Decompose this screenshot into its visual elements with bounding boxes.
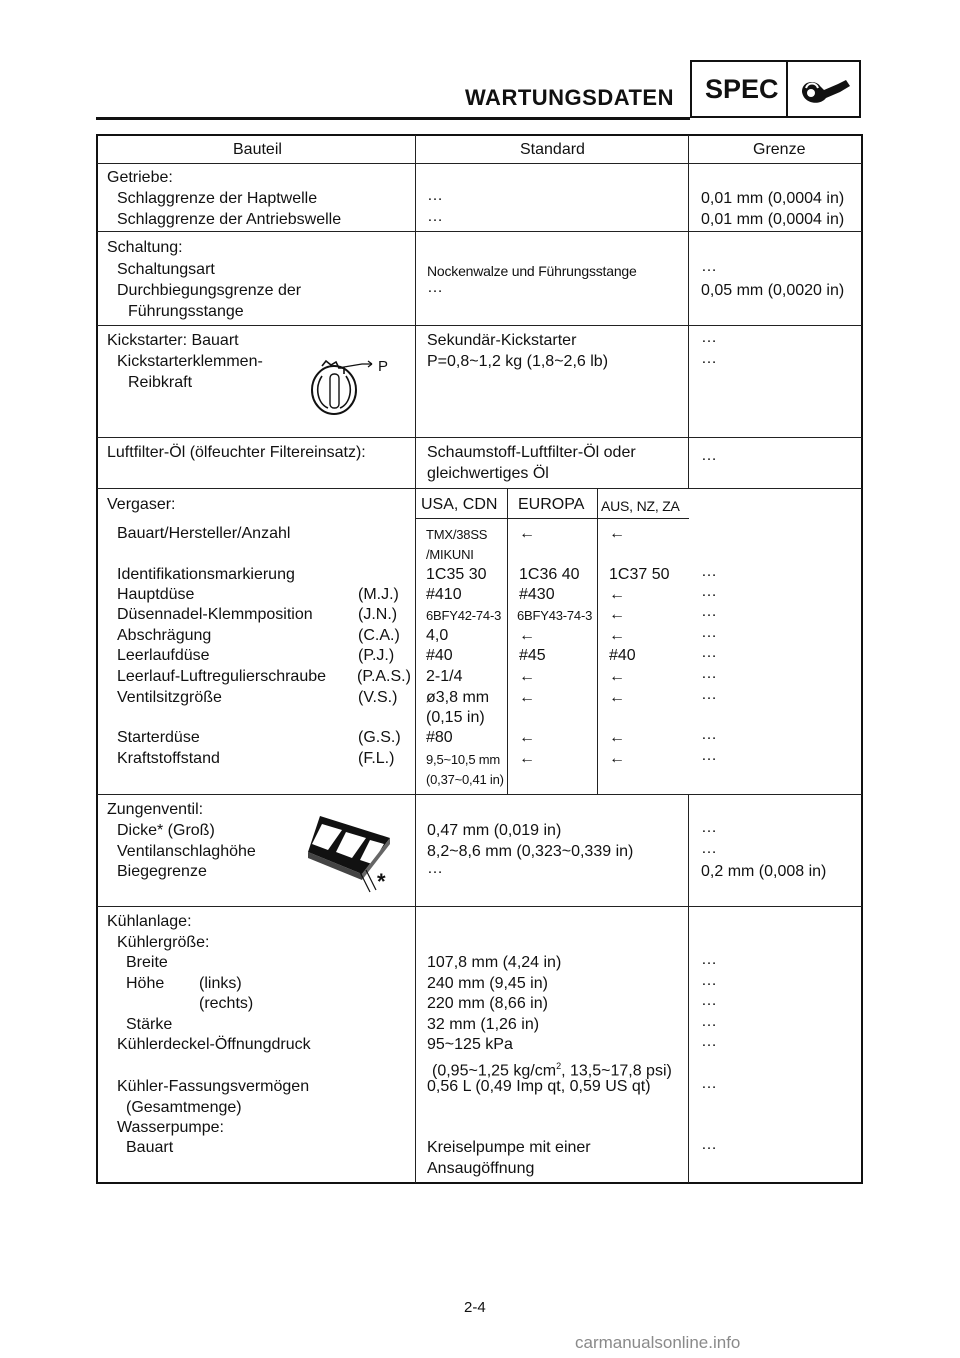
row-divider bbox=[97, 488, 862, 489]
region-column-divider bbox=[597, 489, 598, 794]
row-limit: … bbox=[701, 644, 717, 661]
kickstarter-clip-figure bbox=[300, 354, 390, 420]
wrench-icon bbox=[794, 68, 856, 110]
row-abbr: (P.J.) bbox=[358, 647, 395, 664]
row-limit: … bbox=[701, 686, 717, 703]
row-standard: 95~125 kPa bbox=[427, 1036, 513, 1053]
region-value-usa: 6BFY42-74-3 bbox=[426, 608, 502, 623]
row-limit: … bbox=[701, 1136, 717, 1153]
row-limit: … bbox=[701, 1075, 717, 1092]
column-header-bauteil: Bauteil bbox=[233, 141, 282, 158]
row-limit: … bbox=[701, 726, 717, 743]
row-abbr: (F.L.) bbox=[358, 750, 395, 767]
column-divider bbox=[688, 794, 689, 1183]
row-label: Leerlaufdüse bbox=[117, 647, 210, 664]
region-header-divider bbox=[415, 518, 689, 519]
region-value-eu: ← bbox=[519, 750, 535, 767]
row-limit: … bbox=[701, 563, 717, 580]
region-value-usa: TMX/38SS bbox=[426, 527, 488, 542]
row-label: Leerlauf-Luftregulierschraube bbox=[117, 668, 327, 685]
row-limit: … bbox=[701, 1033, 717, 1050]
spec-badge-divider bbox=[786, 60, 788, 118]
section-title-kickstarter: Kickstarter: Bauart bbox=[107, 332, 239, 349]
sub-title: Wasserpumpe: bbox=[117, 1119, 224, 1136]
region-value-usa: 4,0 bbox=[426, 627, 449, 644]
column-header-grenze: Grenze bbox=[753, 141, 806, 158]
row-divider bbox=[97, 163, 862, 164]
row-abbr: (P.A.S.) bbox=[357, 668, 411, 685]
row-standard: 32 mm (1,26 in) bbox=[427, 1016, 540, 1033]
row-divider bbox=[97, 906, 862, 907]
row-label-continued: (Gesamtmenge) bbox=[126, 1099, 242, 1116]
row-label: Durchbiegungsgrenze der bbox=[117, 282, 302, 299]
row-standard: … bbox=[427, 279, 443, 296]
region-value-usa: /MIKUNI bbox=[426, 547, 474, 562]
row-limit: … bbox=[701, 840, 717, 857]
reed-valve-figure bbox=[298, 808, 408, 894]
section-title-zungenventil: Zungenventil: bbox=[107, 801, 204, 818]
region-value-aus: ← bbox=[609, 606, 625, 623]
row-limit: 0,01 mm (0,0004 in) bbox=[701, 211, 845, 228]
region-value-aus: ← bbox=[609, 750, 625, 767]
row-label: Kühler-Fassungsvermögen bbox=[117, 1078, 310, 1095]
row-standard: … bbox=[427, 860, 443, 877]
row-label: Schaltungsart bbox=[117, 261, 215, 278]
row-abbr: (J.N.) bbox=[358, 606, 398, 623]
row-standard: … bbox=[427, 187, 443, 204]
row-label: Starterdüse bbox=[117, 729, 200, 746]
row-label-continued: Reibkraft bbox=[128, 374, 193, 391]
row-label-side: (links) bbox=[199, 975, 242, 992]
row-standard: Sekundär-Kickstarter bbox=[427, 332, 577, 349]
region-value-eu: 1C36 40 bbox=[519, 566, 580, 583]
region-value-usa: ø3,8 mm bbox=[426, 689, 490, 706]
region-value-usa: (0,15 in) bbox=[426, 709, 485, 726]
row-standard: gleichwertiges Öl bbox=[427, 465, 549, 482]
column-header-standard: Standard bbox=[520, 141, 585, 158]
region-value-aus: ← bbox=[609, 668, 625, 685]
region-value-aus: ← bbox=[609, 627, 625, 644]
row-standard-detail: (0,95~1,25 $kg/cm^2$, 13,5~17,8 psi) bbox=[432, 1061, 672, 1080]
row-standard: 0,56 L (0,49 Imp qt, 0,59 US qt) bbox=[427, 1078, 651, 1095]
row-label: Höhe bbox=[126, 975, 165, 992]
region-value-eu: ← bbox=[519, 668, 535, 685]
column-divider bbox=[688, 135, 689, 489]
row-standard: 8,2~8,6 mm (0,323~0,339 in) bbox=[427, 843, 634, 860]
row-limit: 0,2 mm (0,008 in) bbox=[701, 863, 827, 880]
row-limit: … bbox=[701, 329, 717, 346]
region-value-aus: #40 bbox=[609, 647, 636, 664]
row-label: Identifikationsmarkierung bbox=[117, 566, 295, 583]
row-standard: 220 mm (8,66 in) bbox=[427, 995, 548, 1012]
row-label: Bauart bbox=[126, 1139, 174, 1156]
row-label: Abschrägung bbox=[117, 627, 212, 644]
row-standard: P=0,8~1,2 kg (1,8~2,6 lb) bbox=[427, 353, 609, 370]
row-limit: … bbox=[701, 992, 717, 1009]
section-title-schaltung: Schaltung: bbox=[107, 239, 183, 256]
row-label: Kühlerdeckel-Öffnungdruck bbox=[117, 1036, 311, 1053]
region-header: EUROPA bbox=[518, 496, 585, 513]
row-divider bbox=[97, 231, 862, 232]
region-value-usa: (0,37~0,41 in) bbox=[426, 772, 504, 787]
row-limit: … bbox=[701, 972, 717, 989]
row-divider bbox=[97, 794, 862, 795]
row-label: Kickstarterklemmen- bbox=[117, 353, 263, 370]
row-standard: 0,47 mm (0,019 in) bbox=[427, 822, 562, 839]
row-limit: … bbox=[701, 665, 717, 682]
region-value-usa: 9,5~10,5 mm bbox=[426, 752, 501, 767]
region-value-eu: ← bbox=[519, 525, 535, 542]
row-label: Düsennadel-Klemmposition bbox=[117, 606, 313, 623]
row-label: Biegegrenze bbox=[117, 863, 207, 880]
region-value-usa: #40 bbox=[426, 647, 453, 664]
region-value-aus: ← bbox=[609, 525, 625, 542]
region-value-usa: 2-1/4 bbox=[426, 668, 463, 685]
row-standard: 107,8 mm (4,24 in) bbox=[427, 954, 562, 971]
region-value-eu: #430 bbox=[519, 586, 555, 603]
row-label: Stärke bbox=[126, 1016, 173, 1033]
row-label: Hauptdüse bbox=[117, 586, 195, 603]
region-header: USA, CDN bbox=[421, 496, 498, 513]
row-label: Kraftstoffstand bbox=[117, 750, 220, 767]
row-label-side: (rechts) bbox=[199, 995, 254, 1012]
region-value-aus: ← bbox=[609, 586, 625, 603]
row-limit: … bbox=[701, 1013, 717, 1030]
row-label-continued: Führungsstange bbox=[128, 303, 244, 320]
row-abbr: (V.S.) bbox=[358, 689, 398, 706]
row-label: Ventilanschlaghöhe bbox=[117, 843, 256, 860]
section-title-getriebe: Getriebe: bbox=[107, 169, 173, 186]
row-label: Schlaggrenze der Haptwelle bbox=[117, 190, 318, 207]
row-label: Breite bbox=[126, 954, 168, 971]
row-standard: 240 mm (9,45 in) bbox=[427, 975, 548, 992]
region-value-aus: 1C37 50 bbox=[609, 566, 670, 583]
row-abbr: (C.A.) bbox=[358, 627, 400, 644]
region-value-aus: ← bbox=[609, 729, 625, 746]
row-limit: … bbox=[701, 258, 717, 275]
row-standard: Kreiselpumpe mit einer bbox=[427, 1139, 591, 1156]
page-title: WARTUNGSDATEN bbox=[465, 85, 674, 110]
row-divider bbox=[97, 325, 862, 326]
region-column-divider bbox=[507, 489, 508, 794]
row-limit: … bbox=[701, 624, 717, 641]
watermark: carmanualsonline.info bbox=[575, 1333, 741, 1352]
region-value-usa: #410 bbox=[426, 586, 462, 603]
region-value-usa: #80 bbox=[426, 729, 453, 746]
section-title-vergaser: Vergaser: bbox=[107, 496, 176, 513]
row-limit: … bbox=[701, 951, 717, 968]
region-value-eu: 6BFY43-74-3 bbox=[517, 608, 593, 623]
row-limit: … bbox=[701, 819, 717, 836]
section-title-kuehlanlage: Kühlanlage: bbox=[107, 913, 192, 930]
row-limit: 0,05 mm (0,0020 in) bbox=[701, 282, 845, 299]
row-limit: … bbox=[701, 447, 717, 464]
region-value-eu: ← bbox=[519, 627, 535, 644]
sub-title: Kühlergröße: bbox=[117, 934, 210, 951]
region-value-eu: #45 bbox=[519, 647, 546, 664]
region-value-eu: ← bbox=[519, 729, 535, 746]
region-value-eu: ← bbox=[519, 689, 535, 706]
region-value-usa: 1C35 30 bbox=[426, 566, 487, 583]
row-limit: … bbox=[701, 583, 717, 600]
row-label: Dicke* (Groß) bbox=[117, 822, 215, 839]
figure-letter: P bbox=[378, 358, 389, 375]
row-label: Schlaggrenze der Antriebswelle bbox=[117, 211, 342, 228]
row-abbr: (G.S.) bbox=[358, 729, 401, 746]
figure-mark: * bbox=[377, 869, 386, 894]
row-standard: … bbox=[427, 208, 443, 225]
row-limit: 0,01 mm (0,0004 in) bbox=[701, 190, 845, 207]
row-label: Ventilsitzgröße bbox=[117, 689, 222, 706]
region-header: AUS, NZ, ZA bbox=[601, 498, 680, 514]
row-label: Bauart/Hersteller/Anzahl bbox=[117, 525, 291, 542]
page-number: 2-4 bbox=[464, 1299, 486, 1316]
row-standard: Nockenwalze und Führungsstange bbox=[427, 263, 637, 279]
row-limit: … bbox=[701, 350, 717, 367]
row-label: Luftfilter-Öl (ölfeuchter Filtereinsatz): bbox=[107, 444, 366, 461]
region-value-aus: ← bbox=[609, 689, 625, 706]
row-limit: … bbox=[701, 603, 717, 620]
column-divider bbox=[415, 135, 416, 1183]
row-divider bbox=[97, 437, 862, 438]
row-standard: Schaumstoff-Luftfilter-Öl oder bbox=[427, 444, 636, 461]
row-limit: … bbox=[701, 747, 717, 764]
row-abbr: (M.J.) bbox=[358, 586, 399, 603]
spec-label: SPEC bbox=[705, 74, 779, 104]
row-standard: Ansaugöffnung bbox=[427, 1160, 535, 1177]
title-rule bbox=[96, 117, 690, 120]
